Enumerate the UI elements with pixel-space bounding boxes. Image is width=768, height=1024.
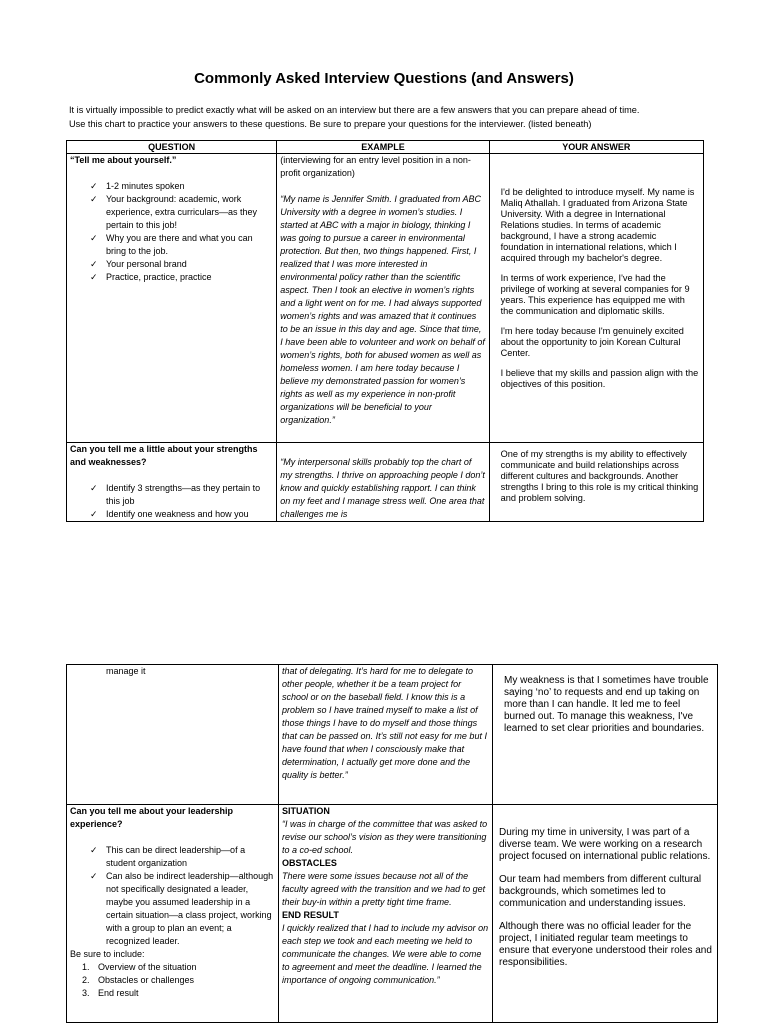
example-text: that of delegating. It’s hard for me to delegate to other people, whether it be a team project for school or on the baseball field. I know this is a problem so I have trained myself to make a list of those things I have to do myself and those things that can be passed on. It’s still not easy for me but I have found that when I consciously make that determination, I actually get more done and the quality is better.” <box>282 666 487 780</box>
intro-line: Use this chart to practice your answers to these questions. Be sure to prepare your questions for the interviewer. (listed beneath) <box>69 119 592 129</box>
answer-cell <box>493 805 718 1023</box>
situation-label: SITUATION <box>282 806 330 816</box>
numbered-list <box>70 961 275 1000</box>
answer-paragraph: Our team had members from different cultural backgrounds, which sometimes led to communication and understanding issues. <box>499 874 702 909</box>
obstacles-text: There were some issues because not all of the faculty agreed with the transition and we had to get their buy-in within a pretty tight time frame. <box>282 871 486 907</box>
example-cell <box>277 154 489 443</box>
header-question: QUESTION <box>67 141 277 154</box>
tips-list <box>70 482 273 521</box>
list-item: ✓ Can also be indirect leadership—although not specifically designated a leader, maybe you assumed leadership in a certain situation—a class project, working with a group to plan an event; a recognized leader. <box>90 870 275 948</box>
question-cell <box>67 154 277 443</box>
answer-paragraph: I'm here today because I'm genuinely excited about the opportunity to join Korean Cultural Center. <box>500 326 684 358</box>
header-your-answer: YOUR ANSWER <box>489 141 703 154</box>
answer-paragraph: I believe that my skills and passion align with the objectives of this position. <box>500 368 699 389</box>
answer-cell <box>489 154 703 443</box>
list-item: 3. End result <box>92 987 275 1000</box>
table-row <box>67 154 704 443</box>
question-cell <box>67 443 277 522</box>
list-item: ✓ Your background: academic, work experience, extra curriculars—as they pertain to this job! <box>90 193 273 232</box>
question-text: Can you tell me about your leadership experience? <box>70 806 234 829</box>
list-item: ✓ This can be direct leadership—of a student organization <box>90 844 275 870</box>
intro-line: It is virtually impossible to predict exactly what will be asked on an interview but there are a few answers that you can prepare ahead of time. <box>69 105 640 115</box>
example-cell <box>279 805 493 1023</box>
qa-table-page-2 <box>66 664 718 1023</box>
answer-paragraph: In terms of work experience, I've had the privilege of working at several companies for 9 years. This experience has equipped me with the communication and diplomatic skills. <box>500 273 690 316</box>
tips-list <box>70 844 275 948</box>
answer-paragraph: One of my strengths is my ability to effectively communicate and build relationships across different cultures and backgrounds. Another strengths I bring to this role is my critical thinking and problem solving. <box>500 449 699 503</box>
list-item: 1. Overview of the situation <box>92 961 275 974</box>
question-text: Can you tell me a little about your strengths and weaknesses? <box>70 444 258 467</box>
list-item: ✓ Identify one weakness and how you <box>90 508 273 521</box>
situation-text: “I was in charge of the committee that was asked to revise our school’s vision as they were transitioning to a co-ed school. <box>282 819 488 855</box>
tips-list <box>70 180 273 284</box>
header-example: EXAMPLE <box>277 141 489 154</box>
answer-paragraph: I'd be delighted to introduce myself. My name is Maliq Athallah. I graduated from Arizona State University. With a degree in International Relations studies. In terms of academic background, I have a strong academic foundation in international relations, which I acquired through my bachelor's degree. <box>500 187 695 263</box>
answer-cell <box>489 443 703 522</box>
question-text: manage it <box>106 666 146 676</box>
question-text: “Tell me about yourself.” <box>70 155 177 165</box>
qa-table-page-1 <box>66 140 704 522</box>
obstacles-label: OBSTACLES <box>282 858 337 868</box>
example-cell <box>277 443 489 522</box>
intro-text <box>69 103 719 131</box>
answer-paragraph: During my time in university, I was part of a diverse team. We were working on a research project focused on international public relations. <box>499 827 711 862</box>
answer-paragraph: Although there was no official leader for the project, I initiated regular team meetings to ensure that everyone understood their roles and responsibilities. <box>499 921 712 968</box>
example-text: “My name is Jennifer Smith. I graduated from ABC University with a degree in women’s studies. I started at ABC with a major in biology, thinking I was going to pursue a career in environmental protection. But then, two things happened. First, I realized that I was more interested in environmental policy rather than the scientific aspect. Then I took an elective in women’s rights and a light went on for me. I had always supported women’s rights and was amazed that it continues to be an issue in this day and age. Since that time, I have been able to volunteer and work on behalf of women’s rights, both for abused women as well as homeless women. I am here today because I believe my demonstrated passion for women’s rights as well as my experience in non-profit organizations will be beneficial to your organization.” <box>280 194 485 425</box>
list-item: 2. Obstacles or challenges <box>92 974 275 987</box>
example-intro: (interviewing for an entry level position in a non-profit organization) <box>280 155 471 178</box>
list-item: ✓ 1-2 minutes spoken <box>90 180 273 193</box>
example-text: “My interpersonal skills probably top the chart of my strengths. I thrive on approaching people I don’t know and quickly establishing rapport. I can think on my feet and I manage stress well. One area that challenges me is <box>280 457 485 519</box>
end-result-text: I quickly realized that I had to include my advisor on each step we took and each meeting we held to communicate the changes. We were able to come to agreement and meet the deadline. I learned the importance of ongoing communication.” <box>282 923 489 985</box>
table-header-row <box>67 141 704 154</box>
table-row <box>67 443 704 522</box>
table-row <box>67 665 718 805</box>
example-cell <box>279 665 493 805</box>
list-item: ✓ Practice, practice, practice <box>90 271 273 284</box>
answer-cell <box>493 665 718 805</box>
question-cell <box>67 805 279 1023</box>
list-item: ✓ Identify 3 strengths—as they pertain to this job <box>90 482 273 508</box>
answer-paragraph: My weakness is that I sometimes have trouble saying ‘no’ to requests and end up taking on more than I can handle. It led me to feel burned out. To manage this weakness, I've learned to set clear priorities and boundaries. <box>504 675 709 734</box>
list-item: ✓ Your personal brand <box>90 258 273 271</box>
question-cell <box>67 665 279 805</box>
list-item: ✓ Why you are there and what you can bring to the job. <box>90 232 273 258</box>
be-sure-label: Be sure to include: <box>70 949 145 959</box>
page-title: Commonly Asked Interview Questions (and Answers) <box>194 70 574 87</box>
end-result-label: END RESULT <box>282 910 339 920</box>
table-row <box>67 805 718 1023</box>
